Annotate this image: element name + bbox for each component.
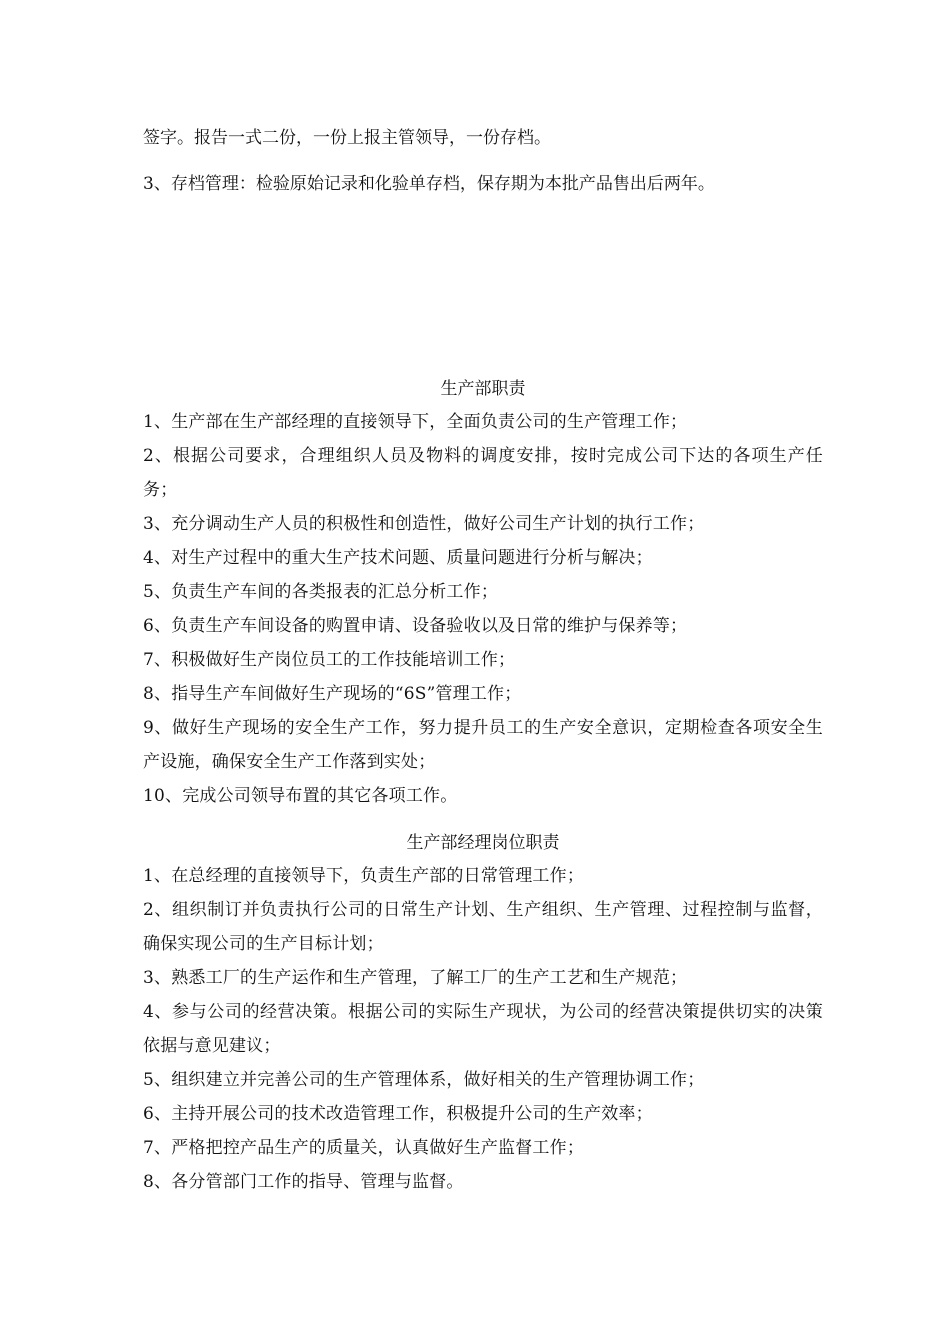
duty-item: 1、生产部在生产部经理的直接领导下，全面负责公司的生产管理工作； — [143, 412, 688, 432]
intro-block — [143, 122, 823, 214]
section-production-dept-duties — [143, 374, 823, 813]
duty-item: 2、根据公司要求，合理组织人员及物料的调度安排，按时完成公司下达的各项生产任务； — [143, 446, 823, 500]
duty-item: 7、积极做好生产岗位员工的工作技能培训工作； — [143, 650, 516, 670]
duty-item: 10、完成公司领导布置的其它各项工作。 — [143, 786, 458, 806]
duty-item: 1、在总经理的直接领导下，负责生产部的日常管理工作； — [143, 866, 585, 886]
duty-item: 3、充分调动生产人员的积极性和创造性，做好公司生产计划的执行工作； — [143, 514, 705, 534]
section-production-manager-duties — [143, 828, 823, 1199]
duty-item: 8、指导生产车间做好生产现场的“6S”管理工作； — [143, 684, 522, 704]
intro-line: 签字。报告一式二份，一份上报主管领导，一份存档。 — [143, 128, 551, 148]
duty-item: 5、负责生产车间的各类报表的汇总分析工作； — [143, 582, 499, 602]
duty-item: 4、参与公司的经营决策。根据公司的实际生产现状，为公司的经营决策提供切实的决策依据与意见建议； — [143, 1002, 823, 1056]
section-title: 生产部经理岗位职责 — [406, 833, 560, 853]
duty-item: 7、严格把控产品生产的质量关，认真做好生产监督工作； — [143, 1138, 585, 1158]
duty-item: 4、对生产过程中的重大生产技术问题、质量问题进行分析与解决； — [143, 548, 653, 568]
duty-item: 3、熟悉工厂的生产运作和生产管理，了解工厂的生产工艺和生产规范； — [143, 968, 688, 988]
section-title: 生产部职责 — [440, 379, 526, 399]
duty-item: 8、各分管部门工作的指导、管理与监督。 — [143, 1172, 464, 1192]
duty-item: 5、组织建立并完善公司的生产管理体系，做好相关的生产管理协调工作； — [143, 1070, 705, 1090]
intro-line: 3、存档管理：检验原始记录和化验单存档，保存期为本批产品售出后两年。 — [143, 174, 715, 194]
duty-item: 2、组织制订并负责执行公司的日常生产计划、生产组织、生产管理、过程控制与监督，确保实现公司的生产目标计划； — [143, 900, 823, 954]
duty-item: 6、主持开展公司的技术改造管理工作，积极提升公司的生产效率； — [143, 1104, 653, 1124]
duty-item: 9、做好生产现场的安全生产工作，努力提升员工的生产安全意识，定期检查各项安全生产设施，确保安全生产工作落到实处； — [143, 718, 823, 772]
duty-item: 6、负责生产车间设备的购置申请、设备验收以及日常的维护与保养等； — [143, 616, 688, 636]
